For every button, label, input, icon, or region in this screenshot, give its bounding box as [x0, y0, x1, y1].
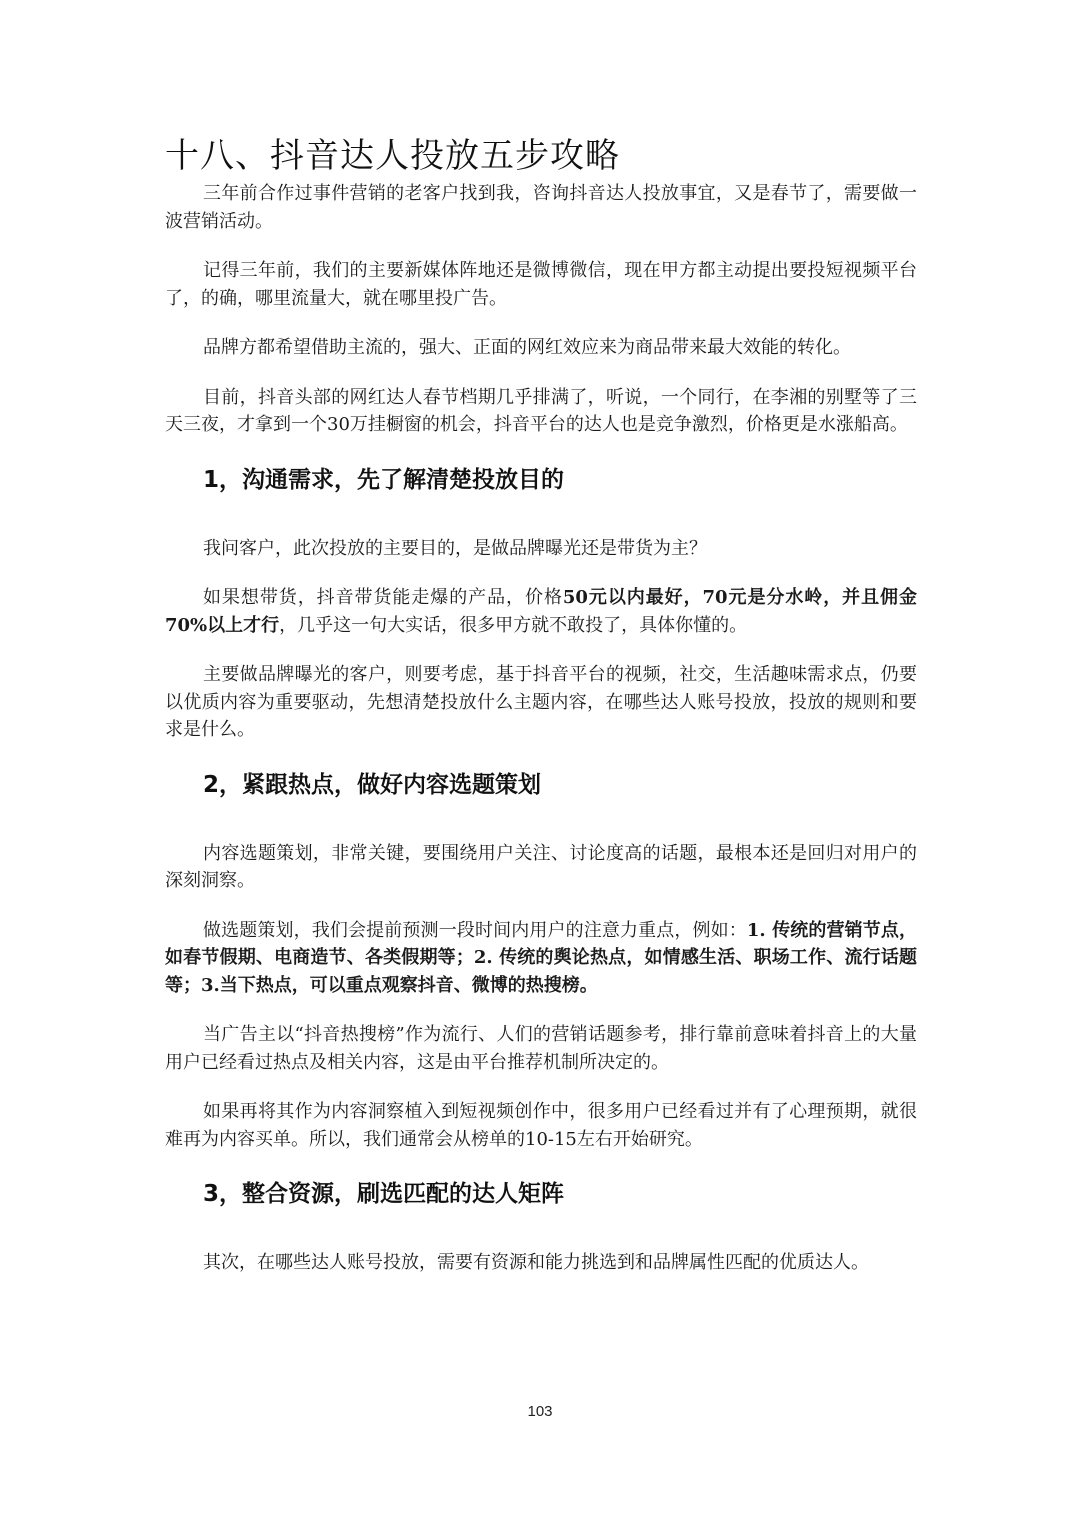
- text-run: 做选题策划，我们会提前预测一段时间内用户的注意力重点，例如：: [203, 919, 747, 941]
- section-1-paragraph-3: 主要做品牌曝光的客户，则要考虑，基于抖音平台的视频，社交，生活趣味需求点，仍要以优质内容为重要驱动，先想清楚投放什么主题内容，在哪些达人账号投放，投放的规则和要求是什么。: [165, 664, 917, 740]
- section-1-paragraph-1: 我问客户，此次投放的主要目的，是做品牌曝光还是带货为主？: [203, 537, 707, 559]
- intro-paragraph-3: 品牌方都希望借助主流的，强大、正面的网红效应来为商品带来最大效能的转化。: [203, 337, 851, 358]
- text-run: ，几乎这一句大实话，很多甲方就不敢投了，具体你懂的。: [279, 614, 748, 636]
- page-number: 103: [527, 1403, 553, 1420]
- section-1-heading: 1，沟通需求，先了解清楚投放目的: [203, 466, 565, 493]
- intro-paragraph-4: 目前，抖音头部的网红达人春节档期几乎排满了，听说，一个同行，在李湘的别墅等了三天三夜，才拿到一个30万挂橱窗的机会，抖音平台的达人也是竞争激烈，价格更是水涨船高。: [165, 386, 917, 435]
- intro-paragraph-2: 记得三年前，我们的主要新媒体阵地还是微博微信，现在甲方都主动提出要投短视频平台了，的确，哪里流量大，就在哪里投广告。: [165, 260, 917, 309]
- section-2-paragraph-3: 当广告主以“抖音热搜榜”作为流行、人们的营销话题参考，排行靠前意味着抖音上的大量用户已经看过热点及相关内容，这是由平台推荐机制所决定的。: [165, 1024, 917, 1073]
- section-2-paragraph-2: [165, 917, 917, 1000]
- page-content: [165, 134, 917, 1277]
- chapter-title: 十八、抖音达人投放五步攻略: [165, 136, 620, 176]
- section-2-paragraph-4: 如果再将其作为内容洞察植入到短视频创作中，很多用户已经看过并有了心理预期，就很难再为内容买单。所以，我们通常会从榜单的10-15左右开始研究。: [165, 1101, 917, 1150]
- intro-paragraph-1: 三年前合作过事件营销的老客户找到我，咨询抖音达人投放事宜，又是春节了，需要做一波营销活动。: [165, 183, 917, 232]
- section-1-paragraph-2: [165, 584, 917, 639]
- section-2-heading: 2，紧跟热点，做好内容选题策划: [203, 771, 542, 798]
- section-2-paragraph-1: 内容选题策划，非常关键，要围绕用户关注、讨论度高的话题，最根本还是回归对用户的深刻洞察。: [165, 842, 917, 891]
- emphasis-text: 1. 传统的营销节点，如春节假期、电商造节、各类假期等；2. 传统的舆论热点，如情感生活、职场工作、流行话题等；3.当下热点，可以重点观察抖音、微博的热搜榜。: [165, 919, 918, 996]
- section-3-heading: 3，整合资源，刷选匹配的达人矩阵: [203, 1181, 565, 1207]
- section-3-paragraph-1: 其次，在哪些达人账号投放，需要有资源和能力挑选到和品牌属性匹配的优质达人。: [203, 1252, 869, 1273]
- text-run: 如果想带货，抖音带货能走爆的产品，价格: [203, 587, 563, 608]
- emphasis-text: 50元以内最好，70元是分水岭，并且佣金70%以上才行: [165, 587, 917, 636]
